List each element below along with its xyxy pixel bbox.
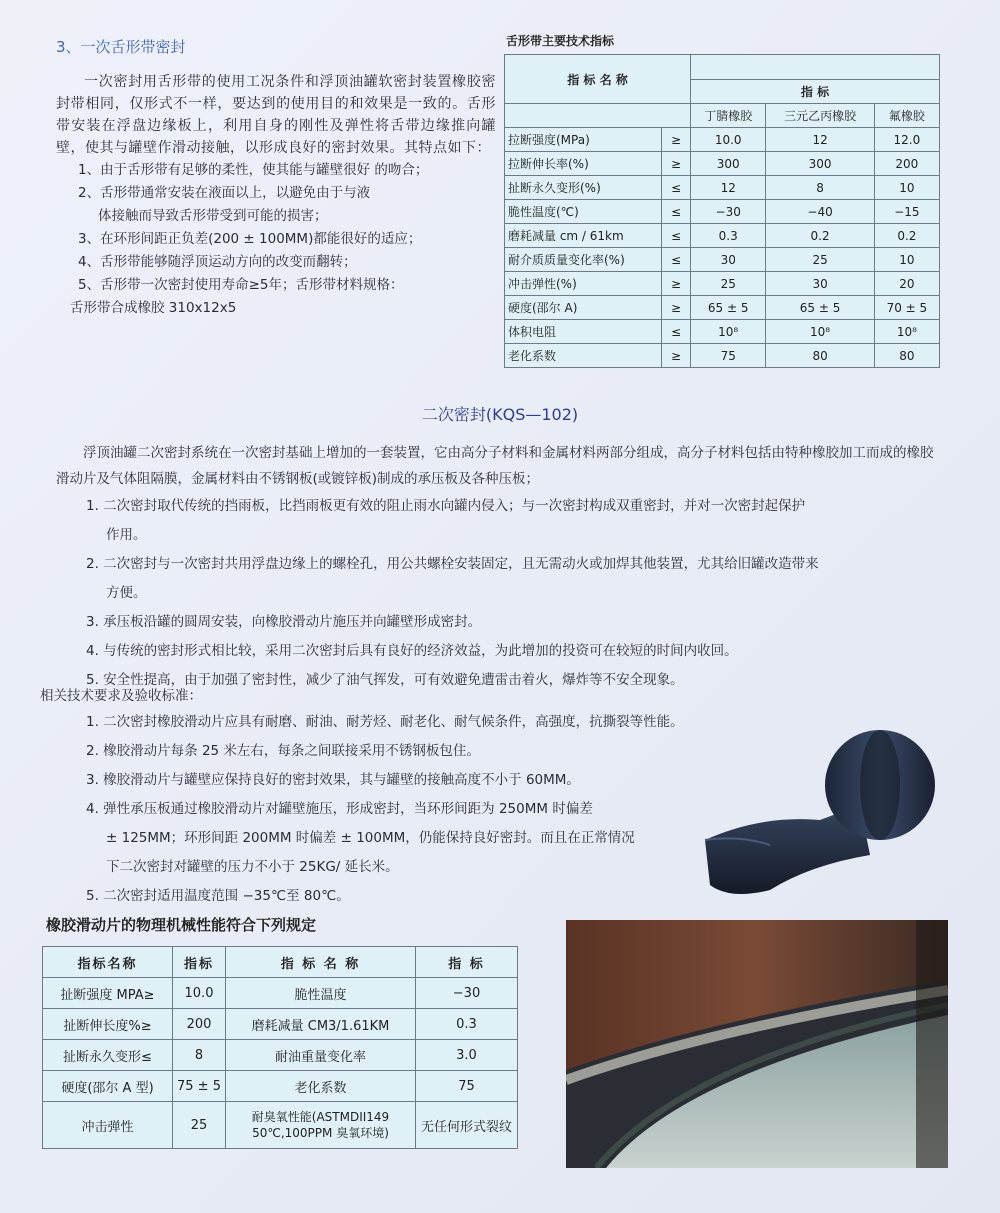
metric-value: 10⁸	[874, 320, 939, 344]
table-row	[43, 1040, 518, 1071]
list-item: 3、在环形间距正负差(200 ± 100MM)都能很好的适应；	[78, 231, 422, 247]
list-item: 2. 橡胶滑动片每条 25 米左右，每条之间联接采用不锈钢板包住。	[86, 743, 480, 759]
metric-value: 80	[766, 344, 874, 368]
table-row	[505, 344, 940, 368]
metric-value: 10⁸	[691, 320, 766, 344]
column-header: 三元乙丙橡胶	[766, 104, 874, 128]
metric-value: 75	[691, 344, 766, 368]
metric-value: 70 ± 5	[874, 296, 939, 320]
section-title: 相关技术要求及验收标准：	[40, 688, 202, 704]
table-row	[43, 1009, 518, 1040]
cell: 200	[173, 1009, 226, 1040]
cell: 0.3	[416, 1009, 518, 1040]
section-title-secondary-seal: 二次密封(KQS—102)	[421, 405, 579, 424]
table-row	[43, 1071, 518, 1102]
section-secondary-seal	[56, 440, 946, 695]
list-item: 4、舌形带能够随浮顶运动方向的改变而翻转；	[78, 254, 357, 270]
operator: ≥	[662, 128, 691, 152]
list-item: 3. 承压板沿罐的圆周安装，向橡胶滑动片施压并向罐壁形成密封。	[86, 614, 482, 630]
cell: 75 ± 5	[173, 1071, 226, 1102]
metric-value: 12	[691, 176, 766, 200]
cell: 8	[173, 1040, 226, 1071]
cell: 扯断强度 MPA≥	[43, 978, 173, 1009]
section-title: 3、一次舌形带密封	[56, 38, 186, 56]
metric-name: 拉断伸长率(%)	[505, 152, 662, 176]
metric-name: 体积电阻	[505, 320, 662, 344]
metric-value: 0.3	[691, 224, 766, 248]
metric-name: 老化系数	[505, 344, 662, 368]
cell: −30	[416, 978, 518, 1009]
requirement-list	[40, 708, 700, 911]
cell: 脆性温度	[226, 978, 416, 1009]
metric-value: −30	[691, 200, 766, 224]
list-item: 4. 弹性承压板通过橡胶滑动片对罐壁施压，形成密封，当环形间距为 250MM 时偏差 ± 125MM；环形间距 200MM 时偏差 ± 100MM，仍能保持良好密封。而且在正常情况 下二次密封对罐壁的压力不小于 25KG/ 延长米。	[86, 801, 635, 875]
metric-value: 12.0	[874, 128, 939, 152]
table-row	[505, 248, 940, 272]
table-row	[43, 978, 518, 1009]
metric-value: 300	[691, 152, 766, 176]
metric-value: 30	[691, 248, 766, 272]
column-header: 指 标 名 称	[226, 947, 416, 978]
cell: 耐油重量变化率	[226, 1040, 416, 1071]
list-item: 5. 二次密封适用温度范围 −35℃至 80℃。	[86, 888, 350, 904]
cell: 老化系数	[226, 1071, 416, 1102]
section-requirements	[40, 684, 700, 911]
operator: ≤	[662, 200, 691, 224]
operator: ≤	[662, 224, 691, 248]
metric-value: 25	[691, 272, 766, 296]
operator: ≥	[662, 272, 691, 296]
metric-value: 30	[766, 272, 874, 296]
metric-name: 冲击弹性(%)	[505, 272, 662, 296]
metric-value: 8	[766, 176, 874, 200]
table-row	[505, 272, 940, 296]
operator: ≤	[662, 320, 691, 344]
tech-spec-table	[504, 54, 940, 368]
metric-value: 25	[766, 248, 874, 272]
header-name: 指 标 名 称	[505, 55, 691, 104]
metric-value: 200	[874, 152, 939, 176]
metric-name: 扯断永久变形(%)	[505, 176, 662, 200]
metric-value: 10	[874, 248, 939, 272]
metric-value: 10.0	[691, 128, 766, 152]
metric-name: 磨耗减量 cm / 61km	[505, 224, 662, 248]
list-item: 5. 安全性提高，由于加强了密封性，减少了油气挥发，可有效避免遭雷击着火，爆炸等不安全现象。	[86, 672, 684, 688]
column-header: 指 标	[416, 947, 518, 978]
advantage-list	[56, 492, 946, 695]
section-tongue-seal	[56, 36, 496, 320]
column-header: 氟橡胶	[874, 104, 939, 128]
cell: 75	[416, 1071, 518, 1102]
operator: ≥	[662, 152, 691, 176]
list-item: 5、舌形带一次密封使用寿命≥5年；舌形带材料规格：	[78, 277, 404, 293]
metric-value: 20	[874, 272, 939, 296]
operator: ≤	[662, 176, 691, 200]
metric-value: 12	[766, 128, 874, 152]
metric-value: −40	[766, 200, 874, 224]
metric-value: 0.2	[766, 224, 874, 248]
material-spec: 舌形带合成橡胶 310x12x5	[70, 300, 237, 316]
table-row	[505, 176, 940, 200]
metric-name: 硬度(邵尔 A)	[505, 296, 662, 320]
metric-name: 脆性温度(℃)	[505, 200, 662, 224]
list-item: 1. 二次密封取代传统的挡雨板，比挡雨板更有效的阻止雨水向罐内侵入；与一次密封构成双重密封，并对一次密封起保护 作用。	[86, 498, 806, 543]
metric-value: 10	[874, 176, 939, 200]
table-row	[505, 320, 940, 344]
cell: 10.0	[173, 978, 226, 1009]
cell: 扯断永久变形≤	[43, 1040, 173, 1071]
section-intro: 一次密封用舌形带的使用工况条件和浮顶油罐软密封装置橡胶密封带相同，仅形式不一样，要达到的使用目的和效果是一致的。舌形带安装在浮盘边缘板上，利用自身的刚性及弹性将舌带边缘推向罐壁，使其与罐壁作滑动接触，以形成良好的密封效果。其特点如下：	[56, 74, 496, 156]
cell: 扯断伸长度%≥	[43, 1009, 173, 1040]
rubber-sheet-photo	[700, 715, 945, 900]
header-index	[691, 55, 940, 80]
operator: ≥	[662, 344, 691, 368]
column-header: 指标	[173, 947, 226, 978]
metric-value: 300	[766, 152, 874, 176]
cell: 3.0	[416, 1040, 518, 1071]
table-row	[505, 296, 940, 320]
section-intro: 浮顶油罐二次密封系统在一次密封基础上增加的一套装置，它由高分子材料和金属材料两部分组成，高分子材料包括由特种橡胶加工而成的橡胶滑动片及气体阻隔膜，金属材料由不锈钢板(或镀锌板)制成的承压板及各种压板；	[56, 445, 934, 487]
cell: 硬度(邵尔 A 型)	[43, 1071, 173, 1102]
feature-list	[56, 159, 496, 297]
list-item: 4. 与传统的密封形式相比较，采用二次密封后具有良好的经济效益，为此增加的投资可在较短的时间内收回。	[86, 643, 738, 659]
operator: ≥	[662, 296, 691, 320]
column-header: 指标名称	[43, 947, 173, 978]
metric-name: 耐介质质量变化率(%)	[505, 248, 662, 272]
table-row	[505, 152, 940, 176]
metric-value: 80	[874, 344, 939, 368]
list-item: 2、舌形带通常安装在液面以上，以避免由于与液 体接触而导致舌形带受到可能的损害；	[78, 185, 371, 224]
table-row: 冲击弹性 25 耐臭氧性能(ASTMDII149 50℃,100PPM 臭氧环境) 无任何形式裂纹	[43, 1102, 518, 1149]
table-title: 舌形带主要技术指标	[506, 34, 615, 48]
list-item: 2. 二次密封与一次密封共用浮盘边缘上的螺栓孔，用公共螺栓安装固定，且无需动火或加焊其他装置，尤其给旧罐改造带来 方便。	[86, 556, 819, 601]
metric-value: −15	[874, 200, 939, 224]
metric-value: 10⁸	[766, 320, 874, 344]
metric-value: 65 ± 5	[766, 296, 874, 320]
list-item: 3. 橡胶滑动片与罐壁应保持良好的密封效果，其与罐壁的接触高度不小于 60MM。	[86, 772, 580, 788]
cell: 磨耗减量 CM3/1.61KM	[226, 1009, 416, 1040]
table-row	[505, 200, 940, 224]
physical-properties-table	[42, 946, 518, 1149]
metric-name: 拉断强度(MPa)	[505, 128, 662, 152]
header-index-label: 指 标	[691, 80, 940, 104]
list-item: 1、由于舌形带有足够的柔性，使其能与罐壁很好 的吻合；	[78, 162, 429, 178]
tank-seal-photo	[566, 920, 948, 1168]
table-title: 橡胶滑动片的物理机械性能符合下列规定	[46, 916, 317, 934]
list-item: 1. 二次密封橡胶滑动片应具有耐磨、耐油、耐芳烃、耐老化、耐气候条件，高强度，抗撕裂等性能。	[86, 714, 684, 730]
operator: ≤	[662, 248, 691, 272]
column-header: 丁腈橡胶	[691, 104, 766, 128]
metric-value: 65 ± 5	[691, 296, 766, 320]
table-row	[505, 224, 940, 248]
table-row	[505, 128, 940, 152]
metric-value: 0.2	[874, 224, 939, 248]
